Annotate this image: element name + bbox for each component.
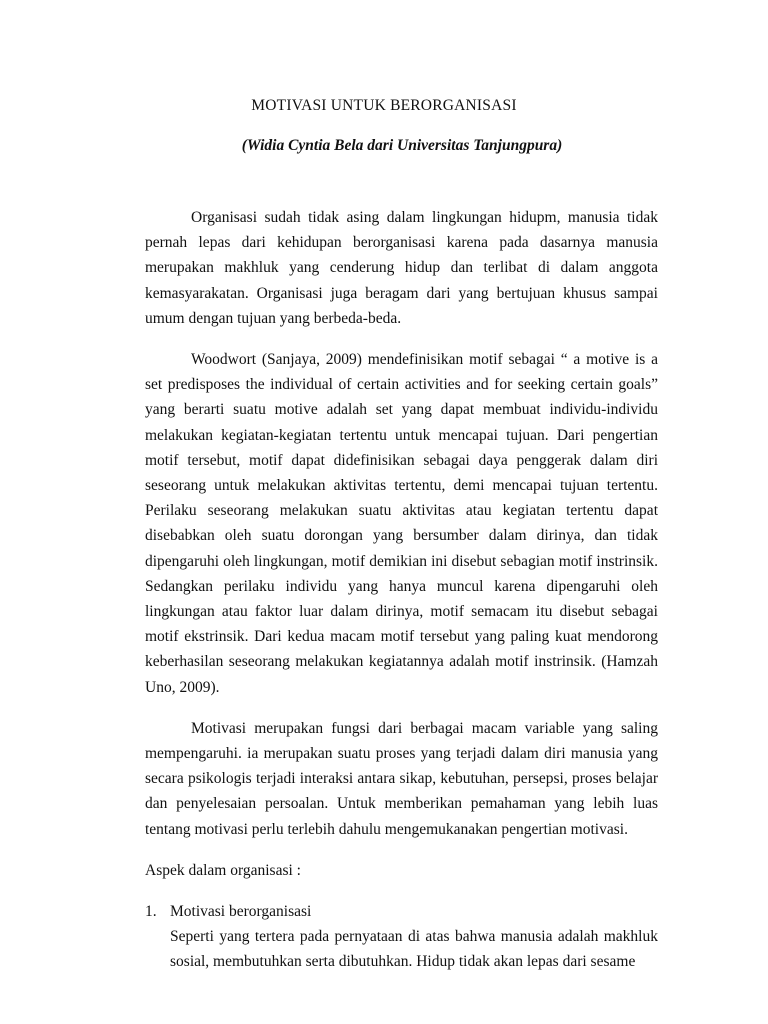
document-body	[145, 205, 658, 975]
list-heading: Motivasi berorganisasi	[170, 903, 312, 921]
list-text: Seperti yang tertera pada pernyataan di atas bahwa manusia adalah makhluk sosial, membutuhkan serta dibutuhkan. Hidup tidak akan lepas dari sesame	[170, 928, 658, 971]
aspects-heading: Aspek dalam organisasi :	[145, 861, 301, 879]
paragraph-3: Motivasi merupakan fungsi dari berbagai macam variable yang saling mempengaruhi. ia merupakan suatu proses yang terjadi dalam diri manusia yang secara psikologis terjadi interaksi antara sikap, kebutuhan, persepsi, proses belajar dan penyelesaian persoalan. Untuk memberikan pemahaman yang lebih luas tentang motivasi perlu terlebih dahulu mengemukanakan pengertian motivasi.	[145, 719, 658, 838]
aspects-list	[145, 899, 658, 975]
document-author: (Widia Cyntia Bela dari Universitas Tanjungpura)	[241, 137, 563, 154]
paragraph-2: Woodwort (Sanjaya, 2009) mendefinisikan motif sebagai “ a motive is a set predisposes the individual of certain activities and for seeking certain goals” yang berarti suatu motive adalah set yang dapat membuat individu-individu melakukan kegiatan-kegiatan tertentu untuk mencapai tujuan. Dari pengertian motif tersebut, motif dapat didefinisikan sebagai daya penggerak dalam diri seseorang untuk melakukan aktivitas tertentu, demi mencapai tujuan tertentu. Perilaku seseorang melakukan suatu aktivitas atau kegiatan tertentu dapat disebabkan oleh suatu dorongan yang bersumber dalam dirinya, dan tidak dipengaruhi oleh lingkungan, motif demikian ini disebut sebagian motif instrinsik. Sedangkan perilaku individu yang hanya muncul karena dipengaruhi oleh lingkungan atau faktor luar dalam dirinya, motif semacam itu disebut sebagai motif ekstrinsik. Dari kedua macam motif tersebut yang paling kuat mendorong keberhasilan seseorang melakukan kegiatannya adalah motif instrinsik. (Hamzah Uno, 2009).	[145, 351, 658, 696]
list-item	[145, 899, 658, 975]
document-title: MOTIVASI UNTUK BERORGANISASI	[251, 97, 517, 114]
paragraph-1: Organisasi sudah tidak asing dalam lingkungan hidupm, manusia tidak pernah lepas dari kehidupan berorganisasi karena pada dasarnya manusia merupakan makhluk yang cenderung hidup dan terlibat di dalam anggota kemasyarakatan. Organisasi juga beragam dari yang bertujuan khusus sampai umum dengan tujuan yang berbeda-beda.	[145, 209, 658, 327]
list-number: 1.	[145, 903, 157, 921]
